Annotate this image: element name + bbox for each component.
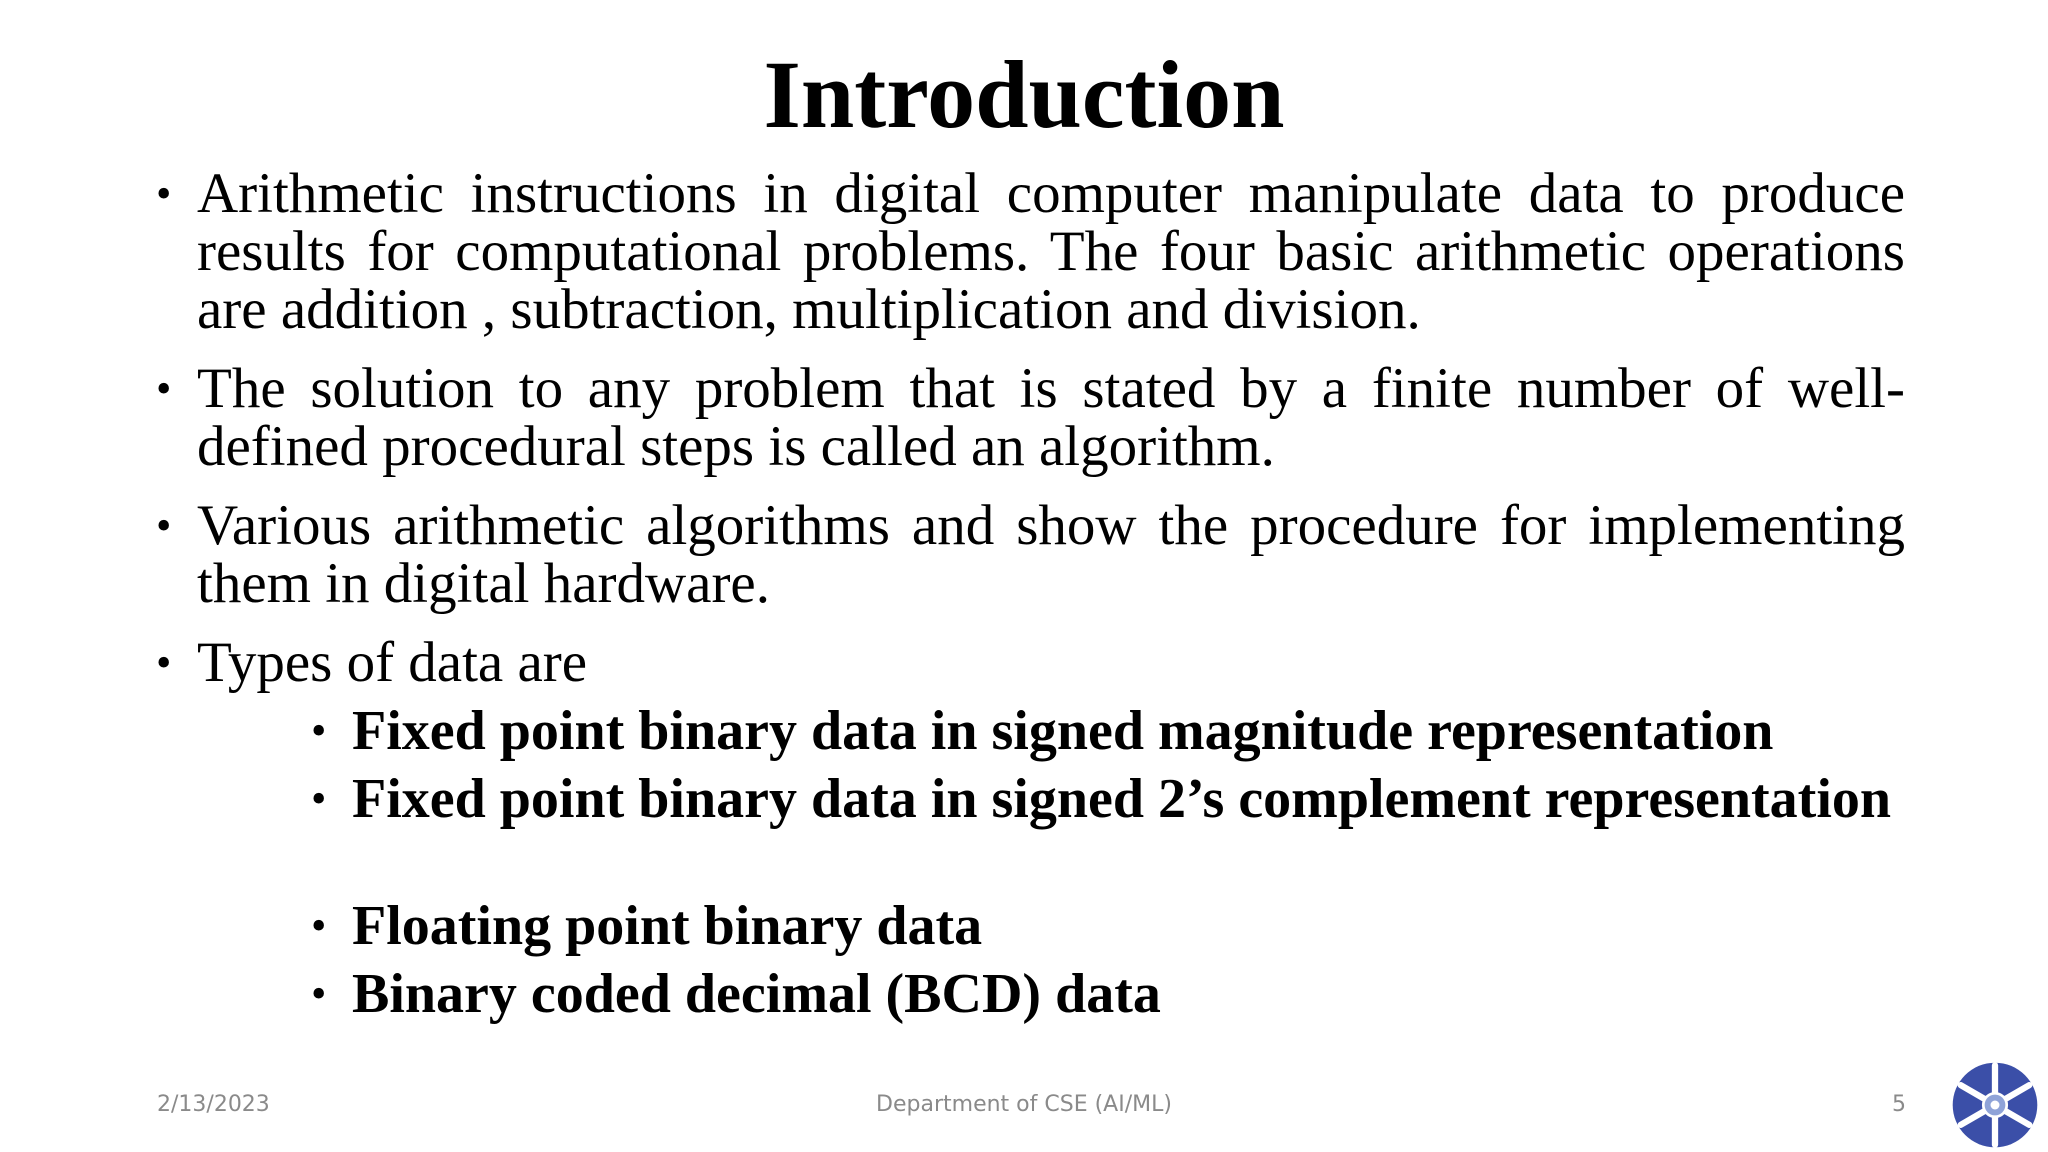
bullet-marker: • xyxy=(156,169,172,218)
slide-title: Introduction xyxy=(763,41,1285,148)
sub-bullet-marker: • xyxy=(311,969,327,1018)
bullet-item-algorithm-definition: The solution to any problem that is stated by a finite number of well-defined procedural steps is called an algorithm. xyxy=(197,357,1905,478)
bullet-item-arithmetic-algorithms: Various arithmetic algorithms and show the procedure for implementing them in digital hardware. xyxy=(197,494,1905,615)
footer-department: Department of CSE (AI/ML) xyxy=(876,1092,1172,1117)
bullet-item-arithmetic-instructions: Arithmetic instructions in digital computer manipulate data to produce results for computational problems. The four basic arithmetic operations are addition , subtraction, multiplication and division. xyxy=(197,162,1905,341)
sub-bullet-signed-magnitude: Fixed point binary data in signed magnitude representation xyxy=(352,700,1774,762)
footer-date: 2/13/2023 xyxy=(157,1092,270,1117)
institution-logo-icon xyxy=(1950,1060,2040,1150)
bullet-marker: • xyxy=(156,501,172,550)
bullet-marker: • xyxy=(156,364,172,413)
sub-bullet-marker: • xyxy=(311,901,327,950)
sub-bullet-floating-point: Floating point binary data xyxy=(352,895,983,957)
sub-bullet-twos-complement: Fixed point binary data in signed 2’s complement representation xyxy=(352,768,1892,830)
footer-page-number: 5 xyxy=(1892,1092,1906,1117)
sub-bullet-marker: • xyxy=(311,706,327,755)
sub-bullet-marker: • xyxy=(311,774,327,823)
sub-bullet-bcd: Binary coded decimal (BCD) data xyxy=(352,963,1161,1025)
bullet-item-types-of-data: Types of data are xyxy=(197,631,588,694)
bullet-marker: • xyxy=(156,638,172,687)
